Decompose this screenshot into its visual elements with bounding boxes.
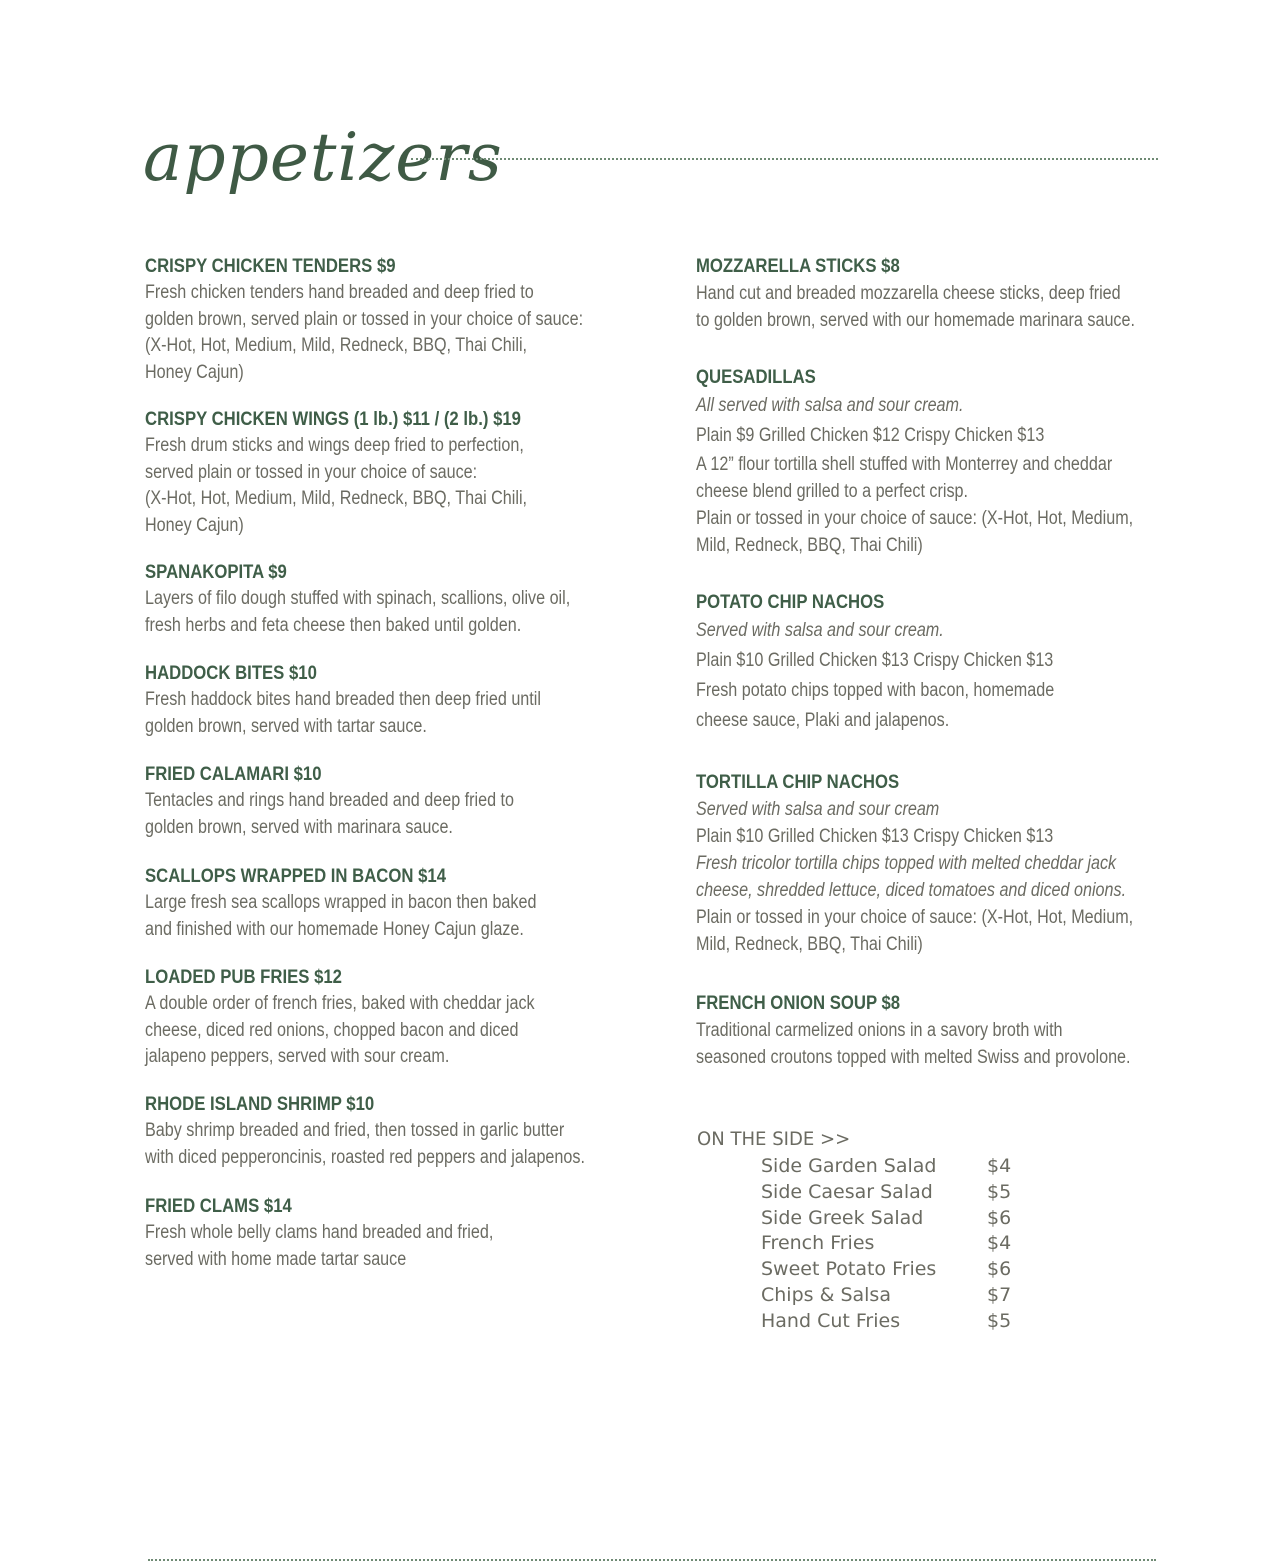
on-the-side-section (697, 1126, 1097, 1332)
side-item-row (761, 1153, 1061, 1179)
menu-item-description-line: Baby shrimp breaded and fried, then tossed in garlic butter (145, 1120, 565, 1141)
menu-item-description-line: Honey Cajun) (145, 361, 244, 383)
menu-item (145, 407, 635, 539)
menu-item-description-line: Fresh tricolor tortilla chips topped with melted cheddar jack (696, 853, 1117, 874)
menu-item-name: CRISPY CHICKEN TENDERS $9 (145, 256, 396, 277)
menu-item (145, 1092, 635, 1171)
side-item-name: Side Caesar Salad (761, 1180, 933, 1203)
menu-item-description-line: Plain $10 Grilled Chicken $13 Crispy Chicken $13 (696, 650, 1054, 671)
side-item-name: French Fries (761, 1232, 875, 1255)
menu-item-description-line: cheese, diced red onions, chopped bacon and diced (145, 1019, 519, 1041)
page-title: appetizers (143, 119, 503, 196)
side-item-name: Side Garden Salad (761, 1155, 937, 1177)
menu-item-name: FRIED CLAMS $14 (145, 1196, 292, 1217)
side-item-price: $4 (987, 1232, 1012, 1255)
title-dotted-divider (411, 158, 1158, 160)
side-item-row (761, 1256, 1061, 1282)
menu-item-name: MOZZARELLA STICKS $8 (696, 256, 900, 277)
side-item-row (761, 1308, 1061, 1334)
menu-item-name: RHODE ISLAND SHRIMP $10 (145, 1094, 375, 1115)
side-item-row (761, 1282, 1061, 1308)
menu-item-description-line: All served with salsa and sour cream. (696, 395, 964, 416)
menu-item-description-line: Honey Cajun) (145, 514, 244, 536)
menu-item-name: SCALLOPS WRAPPED IN BACON $14 (145, 866, 447, 887)
menu-item-description-line: jalapeno peppers, served with sour cream. (145, 1046, 450, 1067)
menu-item-description-line: Mild, Redneck, BBQ, Thai Chili) (696, 934, 923, 955)
menu-item-description-line: golden brown, served with tartar sauce. (145, 715, 427, 737)
menu-item-description-line: cheese sauce, Plaki and jalapenos. (696, 710, 950, 731)
side-item-name: Hand Cut Fries (761, 1309, 901, 1332)
menu-item-description-line: Served with salsa and sour cream. (696, 620, 944, 641)
menu-item-name: TORTILLA CHIP NACHOS (696, 772, 900, 793)
menu-item-description-line: Plain or tossed in your choice of sauce: (X-Hot, Hot, Medium, (696, 508, 1134, 529)
menu-item (145, 254, 635, 386)
menu-item-description-line: Tentacles and rings hand breaded and deep fried to (145, 790, 515, 811)
menu-item (696, 590, 1186, 736)
side-items-list (761, 1153, 1061, 1334)
menu-item-description-line: cheese, shredded lettuce, diced tomatoes and diced onions. (696, 880, 1127, 901)
menu-item-description-line: (X-Hot, Hot, Medium, Mild, Redneck, BBQ, Thai Chili, (145, 335, 528, 356)
menu-item-description-line: with diced pepperoncinis, roasted red peppers and jalapenos. (145, 1146, 585, 1168)
side-item-row (761, 1179, 1061, 1205)
menu-item-name: FRENCH ONION SOUP $8 (696, 993, 901, 1014)
on-the-side-title: ON THE SIDE >> (697, 1128, 851, 1150)
menu-item (696, 991, 1186, 1071)
menu-item-description-line: Fresh chicken tenders hand breaded and deep fried to (145, 282, 534, 303)
bottom-dotted-divider (148, 1559, 1156, 1561)
menu-item-name: HADDOCK BITES $10 (145, 663, 317, 684)
side-item-name: Sweet Potato Fries (761, 1258, 937, 1281)
menu-item-description-line: fresh herbs and feta cheese then baked until golden. (145, 614, 522, 636)
side-item-name: Side Greek Salad (761, 1206, 924, 1229)
menu-item-description-line: Plain $10 Grilled Chicken $13 Crispy Chicken $13 (696, 826, 1054, 847)
menu-item-description-line: served plain or tossed in your choice of sauce: (145, 461, 478, 483)
side-item-price: $5 (987, 1309, 1012, 1332)
menu-item-description-line: Plain $9 Grilled Chicken $12 Crispy Chicken $13 (696, 425, 1045, 446)
menu-item-name: QUESADILLAS (696, 367, 816, 388)
menu-item-description-line: Mild, Redneck, BBQ, Thai Chili) (696, 535, 923, 556)
menu-item-description-line: A double order of french fries, baked with cheddar jack (145, 993, 535, 1014)
menu-item (145, 965, 635, 1071)
menu-item-description-line: Traditional carmelized onions in a savory broth with (696, 1020, 1063, 1041)
menu-item (696, 770, 1186, 958)
menu-item (145, 560, 635, 639)
menu-item-description-line: (X-Hot, Hot, Medium, Mild, Redneck, BBQ, Thai Chili, (145, 488, 528, 509)
menu-item-description-line: Layers of filo dough stuffed with spinach, scallions, olive oil, (145, 588, 571, 609)
side-item-row (761, 1205, 1061, 1231)
menu-item-description-line: Plain or tossed in your choice of sauce: (X-Hot, Hot, Medium, (696, 907, 1134, 928)
menu-item-name: LOADED PUB FRIES $12 (145, 967, 342, 988)
menu-item-description-line: golden brown, served with marinara sauce. (145, 816, 453, 838)
menu-item (145, 1194, 635, 1273)
menu-item-description-line: Large fresh sea scallops wrapped in bacon then baked (145, 892, 537, 913)
menu-item-description-line: served with home made tartar sauce (145, 1248, 407, 1270)
side-item-name: Chips & Salsa (761, 1283, 891, 1306)
menu-item-description-line: cheese blend grilled to a perfect crisp. (696, 481, 969, 502)
side-item-price: $6 (987, 1206, 1012, 1229)
menu-item (145, 661, 635, 740)
menu-item-name: FRIED CALAMARI $10 (145, 764, 322, 785)
menu-item (696, 254, 1186, 334)
menu-item-description-line: Served with salsa and sour cream (696, 799, 940, 820)
menu-item-description-line: Hand cut and breaded mozzarella cheese sticks, deep fried (696, 283, 1121, 304)
menu-item-description-line: A 12” flour tortilla shell stuffed with Monterrey and cheddar (696, 454, 1113, 475)
side-item-price: $5 (987, 1180, 1012, 1203)
menu-item (145, 762, 635, 841)
menu-item-name: SPANAKOPITA $9 (145, 562, 287, 583)
side-item-price: $6 (987, 1258, 1012, 1281)
menu-item-description-line: Fresh drum sticks and wings deep fried to perfection, (145, 435, 524, 456)
menu-item-description-line: seasoned croutons topped with melted Swiss and provolone. (696, 1047, 1131, 1068)
side-item-price: $4 (987, 1155, 1012, 1177)
side-item-row (761, 1230, 1061, 1256)
menu-item-name: CRISPY CHICKEN WINGS (1 lb.) $11 / (2 lb.) $19 (145, 409, 521, 430)
menu-item-description-line: Fresh whole belly clams hand breaded and fried, (145, 1222, 494, 1243)
side-item-price: $7 (987, 1283, 1012, 1306)
menu-item-description-line: to golden brown, served with our homemade marinara sauce. (696, 310, 1135, 331)
menu-item (145, 864, 635, 943)
menu-item-description-line: golden brown, served plain or tossed in your choice of sauce: (145, 308, 584, 330)
menu-item-name: POTATO CHIP NACHOS (696, 592, 885, 613)
menu-item-description-line: and finished with our homemade Honey Cajun glaze. (145, 918, 524, 940)
menu-item-description-line: Fresh potato chips topped with bacon, homemade (696, 680, 1055, 701)
menu-item (696, 365, 1186, 559)
menu-item-description-line: Fresh haddock bites hand breaded then deep fried until (145, 689, 541, 710)
page-header (143, 118, 1158, 228)
